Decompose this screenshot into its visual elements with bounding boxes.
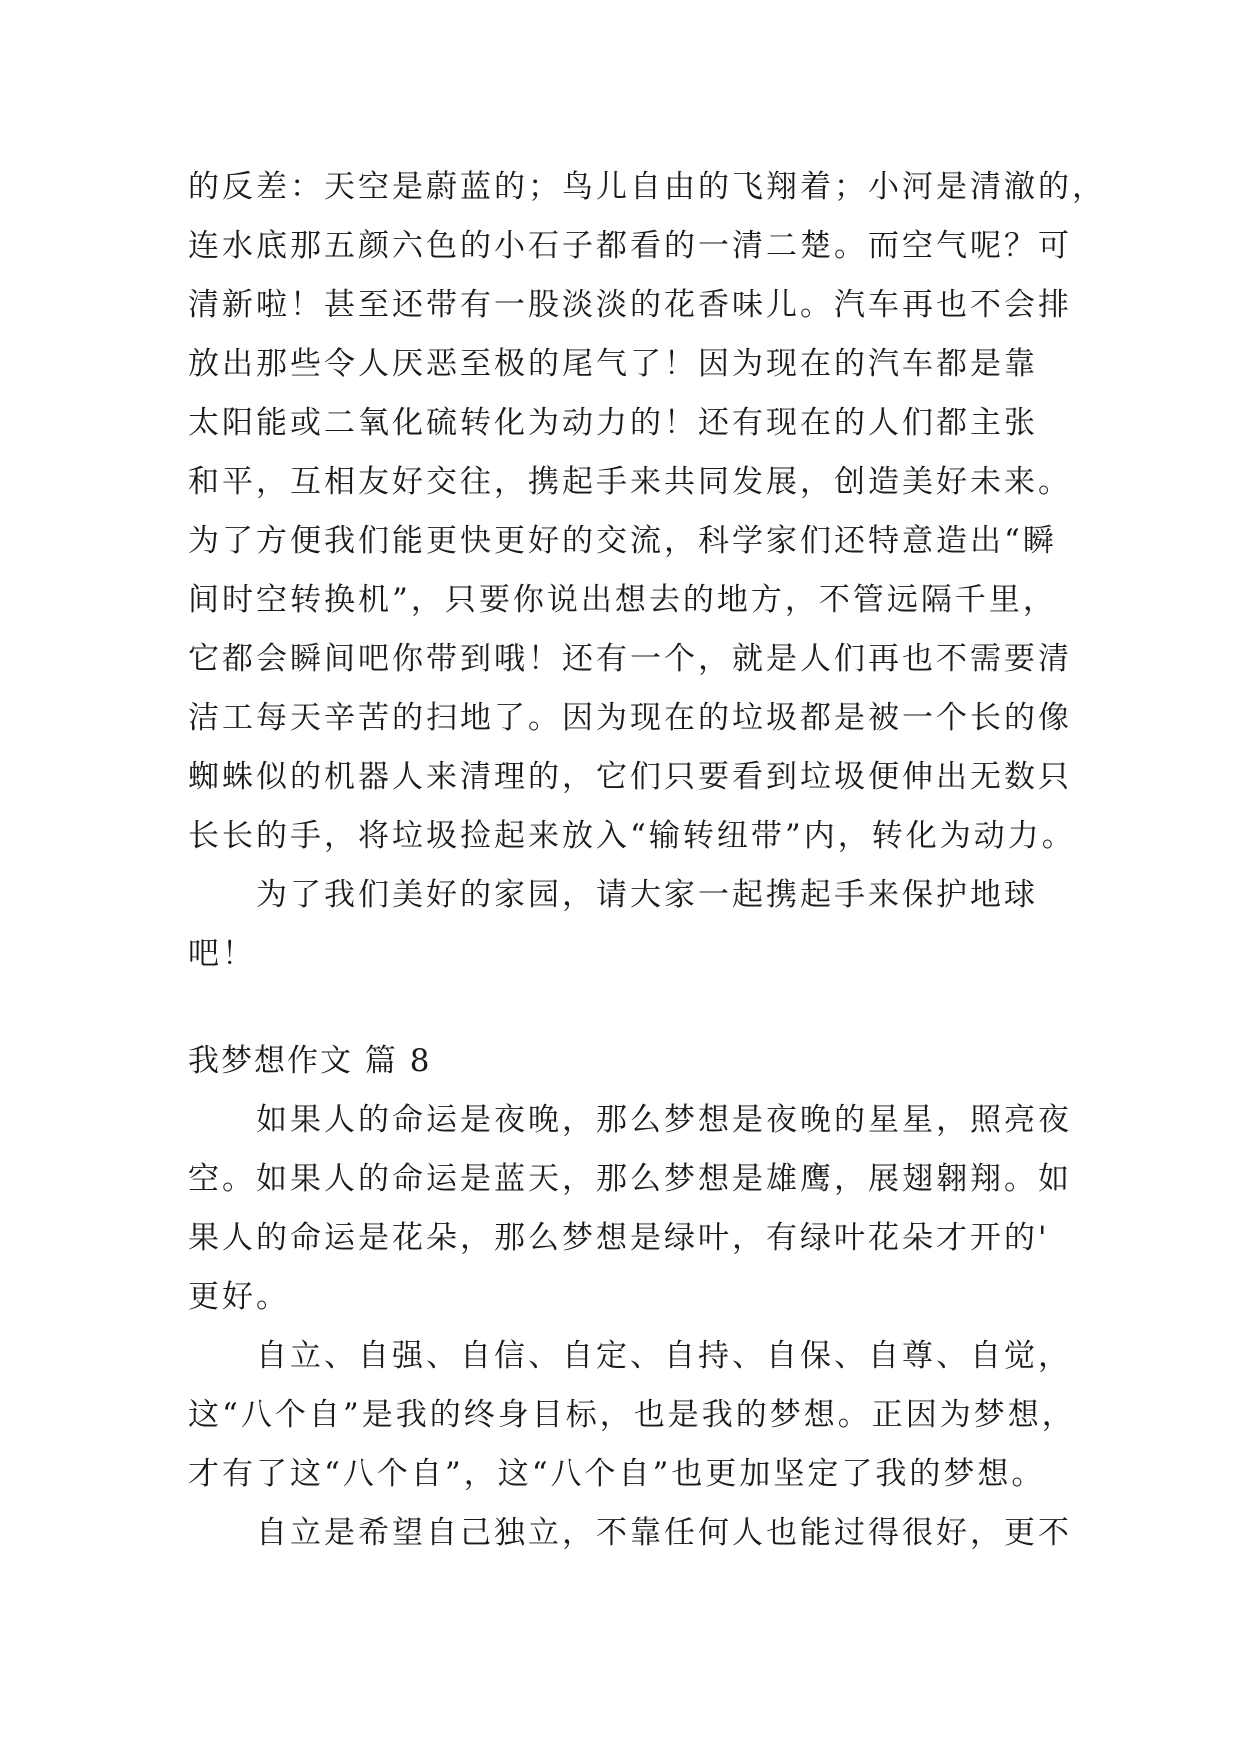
text-line: 蜘蛛似的机器人来清理的，它们只要看到垃圾便伸出无数只 <box>188 759 1072 795</box>
text-line: 放出那些令人厌恶至极的尾气了！因为现在的汽车都是靠 <box>188 346 1038 382</box>
text-line: 如果人的命运是夜晚，那么梦想是夜晚的星星，照亮夜 <box>256 1102 1072 1138</box>
text-line: 太阳能或二氧化硫转化为动力的！还有现在的人们都主张 <box>188 405 1038 441</box>
text-line: 吧！ <box>188 936 256 972</box>
text-line: 的反差：天空是蔚蓝的；鸟儿自由的飞翔着；小河是清澈的， <box>188 169 1106 205</box>
paragraph-closing <box>188 866 1068 984</box>
document-body <box>188 158 1106 1563</box>
section-gap <box>188 984 1068 1032</box>
text-line: 连水底那五颜六色的小石子都看的一清二楚。而空气呢？可 <box>188 228 1072 264</box>
text-line: 为了我们美好的家园，请大家一起携起手来保护地球 <box>256 877 1038 913</box>
section-heading: 我梦想作文 篇 8 <box>188 1043 432 1079</box>
text-line: 和平，互相友好交往，携起手来共同发展，创造美好未来。 <box>188 464 1072 500</box>
text-line: 长长的手，将垃圾捡起来放入“输转纽带”内，转化为动力。 <box>188 818 1076 854</box>
text-line: 间时空转换机”，只要你说出想去的地方，不管远隔千里， <box>188 582 1057 618</box>
text-line: 自立、自强、自信、自定、自持、自保、自尊、自觉， <box>256 1338 1072 1374</box>
paragraph-continuation <box>188 158 1106 866</box>
text-line: 洁工每天辛苦的扫地了。因为现在的垃圾都是被一个长的像 <box>188 700 1072 736</box>
paragraph-3 <box>188 1504 1072 1563</box>
paragraph-2 <box>188 1327 1076 1504</box>
text-line: 才有了这“八个自”，这“八个自”也更加坚定了我的梦想。 <box>188 1456 1046 1492</box>
text-line: 自立是希望自己独立，不靠任何人也能过得很好，更不 <box>256 1515 1072 1551</box>
text-line: 更好。 <box>188 1279 290 1315</box>
paragraph-1 <box>188 1091 1072 1327</box>
text-line: 为了方便我们能更快更好的交流，科学家们还特意造出“瞬 <box>188 523 1057 559</box>
text-line: 它都会瞬间吧你带到哦！还有一个，就是人们再也不需要清 <box>188 641 1072 677</box>
text-line: 空。如果人的命运是蓝天，那么梦想是雄鹰，展翅翱翔。如 <box>188 1161 1072 1197</box>
text-line: 果人的命运是花朵，那么梦想是绿叶，有绿叶花朵才开的' <box>188 1220 1050 1256</box>
text-line: 这“八个自”是我的终身目标，也是我的梦想。正因为梦想， <box>188 1397 1076 1433</box>
text-line: 清新啦！甚至还带有一股淡淡的花香味儿。汽车再也不会排 <box>188 287 1072 323</box>
